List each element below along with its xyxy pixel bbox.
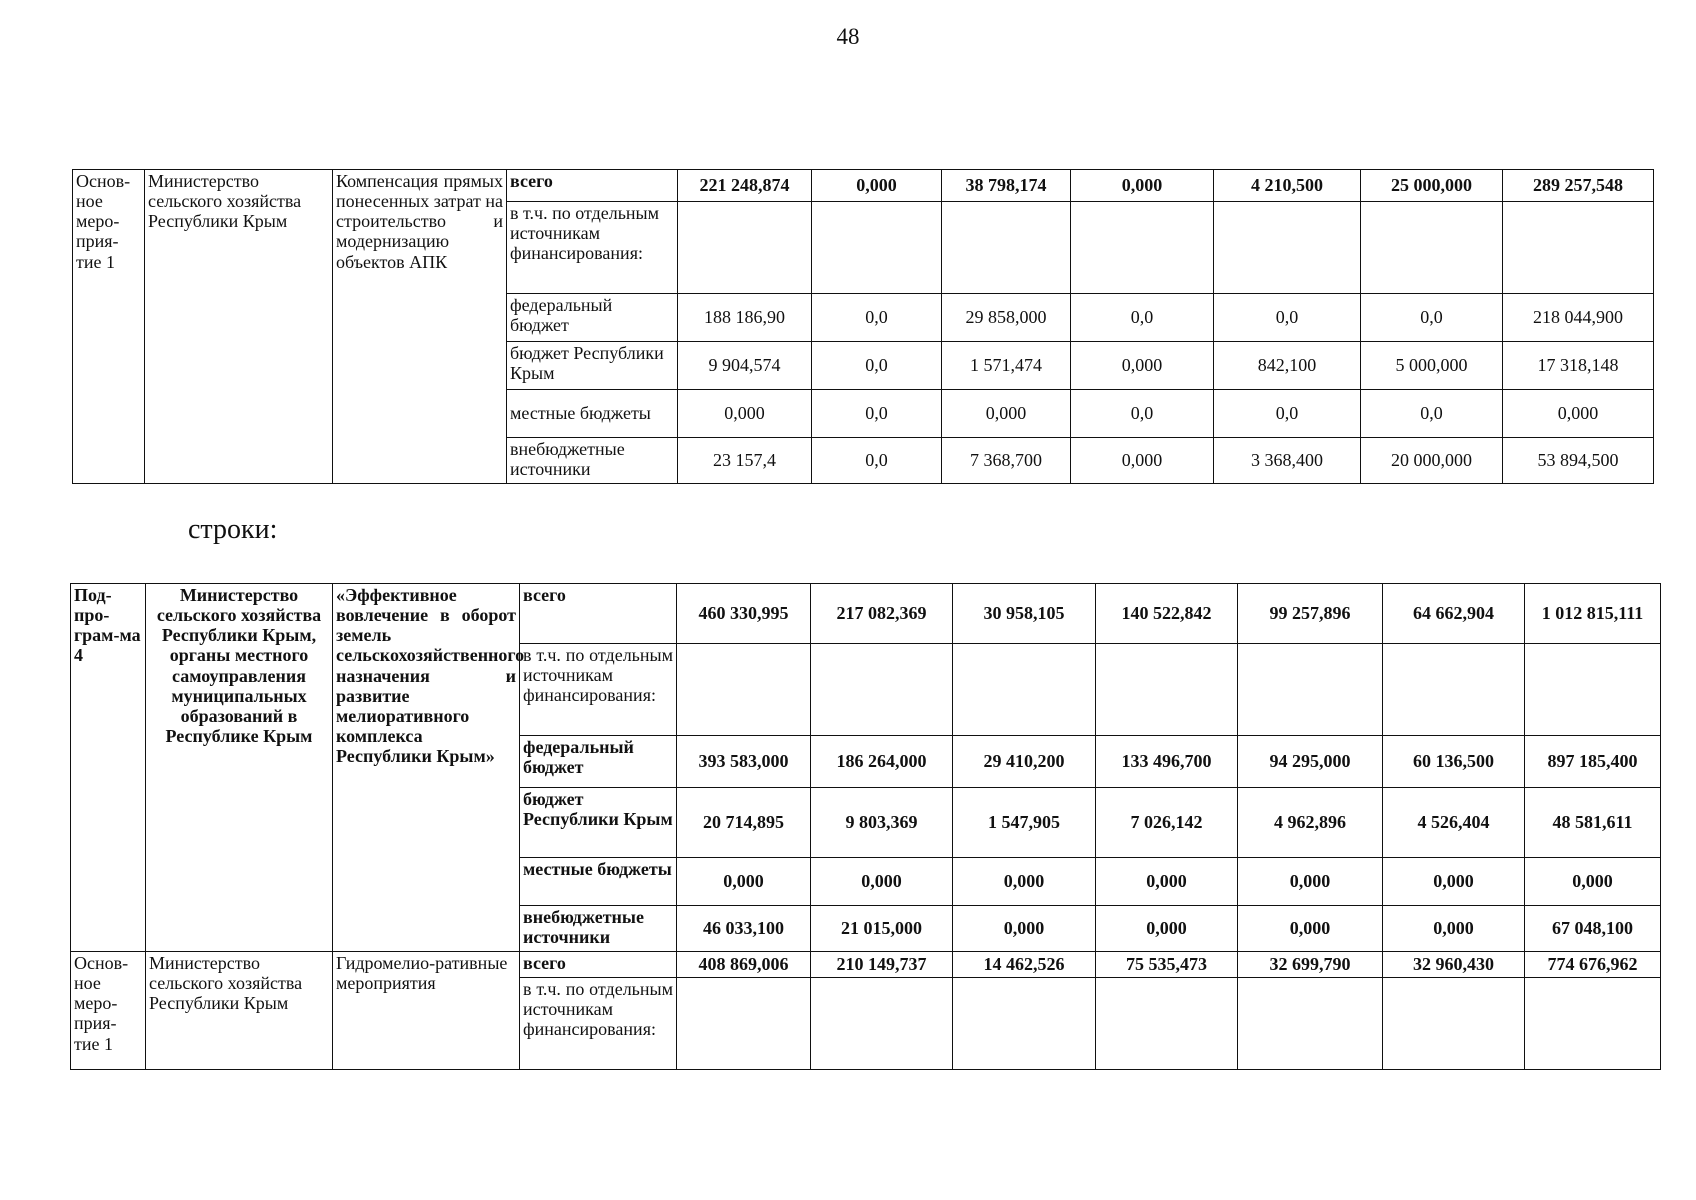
value-cell: 460 330,995	[677, 584, 811, 644]
value-cell: 393 583,000	[677, 736, 811, 788]
value-cell: 897 185,400	[1525, 736, 1661, 788]
value-cell	[677, 644, 811, 736]
value-cell: 218 044,900	[1503, 294, 1654, 342]
value-cell: 133 496,700	[1096, 736, 1238, 788]
value-cell: 3 368,400	[1214, 438, 1361, 484]
source-label: местные бюджеты	[507, 390, 678, 438]
source-label: в т.ч. по отдельным источникам финансирования:	[520, 644, 677, 736]
value-cell: 0,0	[1071, 294, 1214, 342]
value-cell: 53 894,500	[1503, 438, 1654, 484]
value-cell: 30 958,105	[953, 584, 1096, 644]
value-cell	[1525, 644, 1661, 736]
value-cell: 67 048,100	[1525, 906, 1661, 952]
value-cell: 0,0	[1214, 294, 1361, 342]
value-cell: 14 462,526	[953, 952, 1096, 978]
value-cell: 21 015,000	[811, 906, 953, 952]
value-cell: 210 149,737	[811, 952, 953, 978]
value-cell: 64 662,904	[1383, 584, 1525, 644]
value-cell: 0,000	[1383, 906, 1525, 952]
value-cell	[953, 644, 1096, 736]
table-row	[71, 584, 1661, 644]
value-cell: 0,000	[953, 906, 1096, 952]
value-cell: 60 136,500	[1383, 736, 1525, 788]
value-cell: 842,100	[1214, 342, 1361, 390]
value-cell: 0,000	[1503, 390, 1654, 438]
value-cell: 4 210,500	[1214, 170, 1361, 202]
value-cell: 0,000	[1071, 170, 1214, 202]
executor-cell: Министерство сельского хозяйства Республики Крым, органы местного самоуправления муниципальных образований в Республике Крым	[146, 584, 333, 952]
value-cell	[1096, 644, 1238, 736]
value-cell: 29 410,200	[953, 736, 1096, 788]
source-label: местные бюджеты	[520, 858, 677, 906]
value-cell: 0,000	[1238, 858, 1383, 906]
value-cell	[811, 644, 953, 736]
value-cell: 0,0	[812, 294, 942, 342]
value-cell: 25 000,000	[1361, 170, 1503, 202]
value-cell: 0,000	[1525, 858, 1661, 906]
value-cell: 75 535,473	[1096, 952, 1238, 978]
value-cell: 4 526,404	[1383, 788, 1525, 858]
value-cell: 29 858,000	[942, 294, 1071, 342]
value-cell: 0,000	[677, 858, 811, 906]
value-cell	[1503, 202, 1654, 294]
value-cell	[942, 202, 1071, 294]
value-cell: 17 318,148	[1503, 342, 1654, 390]
executor-cell: Министерство сельского хозяйства Республики Крым	[146, 952, 333, 1070]
value-cell: 1 547,905	[953, 788, 1096, 858]
value-cell: 4 962,896	[1238, 788, 1383, 858]
value-cell: 0,000	[953, 858, 1096, 906]
value-cell	[1238, 644, 1383, 736]
value-cell	[811, 978, 953, 1070]
value-cell	[1238, 978, 1383, 1070]
value-cell: 186 264,000	[811, 736, 953, 788]
value-cell: 140 522,842	[1096, 584, 1238, 644]
value-cell	[1214, 202, 1361, 294]
value-cell: 32 960,430	[1383, 952, 1525, 978]
value-cell: 0,000	[1383, 858, 1525, 906]
source-label: в т.ч. по отдельным источникам финансирования:	[520, 978, 677, 1070]
value-cell: 1 571,474	[942, 342, 1071, 390]
value-cell	[1096, 978, 1238, 1070]
source-label: федеральный бюджет	[507, 294, 678, 342]
value-cell: 289 257,548	[1503, 170, 1654, 202]
event-name-cell: Гидромелио-ративные мероприятия	[333, 952, 520, 1070]
value-cell: 217 082,369	[811, 584, 953, 644]
value-cell: 9 904,574	[678, 342, 812, 390]
value-cell: 99 257,896	[1238, 584, 1383, 644]
program-code-cell: Под-про-грам-ма 4	[71, 584, 146, 952]
value-cell: 0,000	[942, 390, 1071, 438]
value-cell: 0,0	[812, 342, 942, 390]
value-cell: 20 000,000	[1361, 438, 1503, 484]
value-cell	[1383, 978, 1525, 1070]
value-cell: 94 295,000	[1238, 736, 1383, 788]
value-cell: 0,000	[1071, 438, 1214, 484]
value-cell	[1071, 202, 1214, 294]
value-cell: 0,0	[1214, 390, 1361, 438]
source-label: всего	[507, 170, 678, 202]
source-label: бюджет Республики Крым	[520, 788, 677, 858]
value-cell: 48 581,611	[1525, 788, 1661, 858]
value-cell: 221 248,874	[678, 170, 812, 202]
value-cell: 0,0	[1071, 390, 1214, 438]
value-cell: 0,0	[812, 438, 942, 484]
value-cell: 0,000	[812, 170, 942, 202]
value-cell: 9 803,369	[811, 788, 953, 858]
source-label: внебюджетные источники	[520, 906, 677, 952]
value-cell: 0,0	[812, 390, 942, 438]
value-cell: 0,0	[1361, 294, 1503, 342]
source-label: внебюджетные источники	[507, 438, 678, 484]
value-cell: 7 026,142	[1096, 788, 1238, 858]
value-cell: 774 676,962	[1525, 952, 1661, 978]
program-name-cell: «Эффективное вовлечение в оборот земель сельскохозяйственного назначения и развитие мелиоративного комплекса Республики Крым»	[333, 584, 520, 952]
value-cell	[953, 978, 1096, 1070]
value-cell	[1525, 978, 1661, 1070]
value-cell	[812, 202, 942, 294]
value-cell: 0,0	[1361, 390, 1503, 438]
table-main-event-1	[72, 169, 1654, 484]
event-code-cell: Основ-ное меро-прия-тие 1	[73, 170, 145, 484]
value-cell: 0,000	[811, 858, 953, 906]
value-cell: 5 000,000	[1361, 342, 1503, 390]
table-row	[71, 952, 1661, 978]
event-code-cell: Основ-ное меро-прия-тие 1	[71, 952, 146, 1070]
value-cell: 0,000	[1096, 858, 1238, 906]
source-label: всего	[520, 584, 677, 644]
source-label: всего	[520, 952, 677, 978]
value-cell: 46 033,100	[677, 906, 811, 952]
value-cell: 0,000	[1071, 342, 1214, 390]
value-cell	[678, 202, 812, 294]
event-name-cell: Компенсация прямых понесенных затрат на строительство и модернизацию объектов АПК	[333, 170, 507, 484]
value-cell: 408 869,006	[677, 952, 811, 978]
value-cell: 188 186,90	[678, 294, 812, 342]
value-cell: 0,000	[1096, 906, 1238, 952]
value-cell: 1 012 815,111	[1525, 584, 1661, 644]
value-cell: 0,000	[1238, 906, 1383, 952]
value-cell: 7 368,700	[942, 438, 1071, 484]
value-cell	[1361, 202, 1503, 294]
value-cell	[1383, 644, 1525, 736]
value-cell: 32 699,790	[1238, 952, 1383, 978]
table-subprogram-4	[70, 583, 1661, 1070]
value-cell	[677, 978, 811, 1070]
value-cell: 23 157,4	[678, 438, 812, 484]
page-number: 48	[836, 24, 860, 49]
source-label: бюджет Республики Крым	[507, 342, 678, 390]
value-cell: 38 798,174	[942, 170, 1071, 202]
value-cell: 20 714,895	[677, 788, 811, 858]
section-caption: строки:	[188, 514, 278, 545]
source-label: федеральный бюджет	[520, 736, 677, 788]
source-label: в т.ч. по отдельным источникам финансирования:	[507, 202, 678, 294]
table-row	[73, 170, 1654, 202]
executor-cell: Министерство сельского хозяйства Республики Крым	[145, 170, 333, 484]
value-cell: 0,000	[678, 390, 812, 438]
